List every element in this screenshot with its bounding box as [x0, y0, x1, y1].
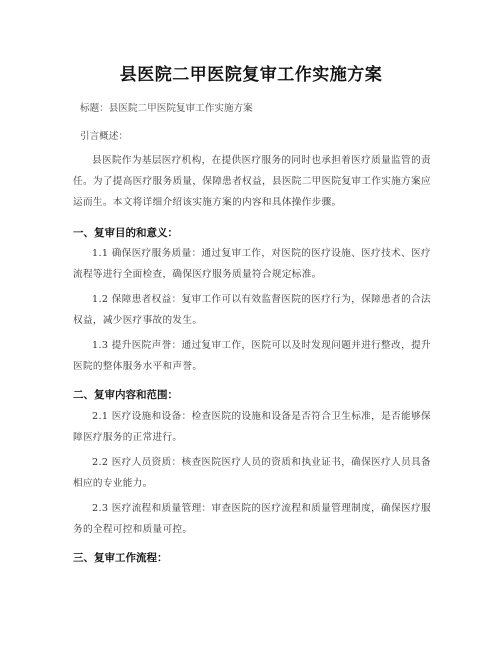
intro-heading: 引言概述： — [80, 131, 128, 142]
section-item: 2.3 医疗流程和质量管理：审查医院的医疗流程和质量管理制度，确保医疗服务的全程可控和质量可控。 — [73, 503, 431, 535]
section-item: 1.1 确保医疗服务质量：通过复审工作，对医院的医疗设施、医疗技术、医疗流程等进行全面检查，确保医疗服务质量符合规定标准。 — [73, 248, 431, 280]
section-item: 1.3 提升医院声誉：通过复审工作，医院可以及时发现问题并进行整改，提升医院的整体服务水平和声誉。 — [73, 340, 431, 372]
section-item: 2.1 医疗设施和设备：检查医院的设施和设备是否符合卫生标准，是否能够保障医疗服务的正常进行。 — [73, 411, 431, 443]
section-heading: 二、复审内容和范围： — [73, 389, 178, 401]
section-item: 2.2 医疗人员资质：核查医院医疗人员的资质和执业证书，确保医疗人员具备相应的专业能力。 — [73, 457, 431, 489]
subtitle-line: 标题：县医院二甲医院复审工作实施方案 — [80, 103, 253, 114]
section-item: 1.2 保障患者权益：复审工作可以有效监督医院的医疗行为，保障患者的合法权益，减少医疗事故的发生。 — [73, 294, 431, 326]
document-title: 县医院二甲医院复审工作实施方案 — [119, 65, 383, 85]
section-heading: 一、复审目的和意义： — [73, 227, 178, 239]
intro-paragraph: 县医院作为基层医疗机构，在提供医疗服务的同时也承担着医疗质量监管的责任。为了提高医疗服务质量，保障患者权益，县医院二甲医院复审工作实施方案应运而生。本文将详细介绍该实施方案的内容和具体操作步骤。 — [73, 155, 431, 208]
section-heading: 三、复审工作流程： — [73, 552, 168, 564]
